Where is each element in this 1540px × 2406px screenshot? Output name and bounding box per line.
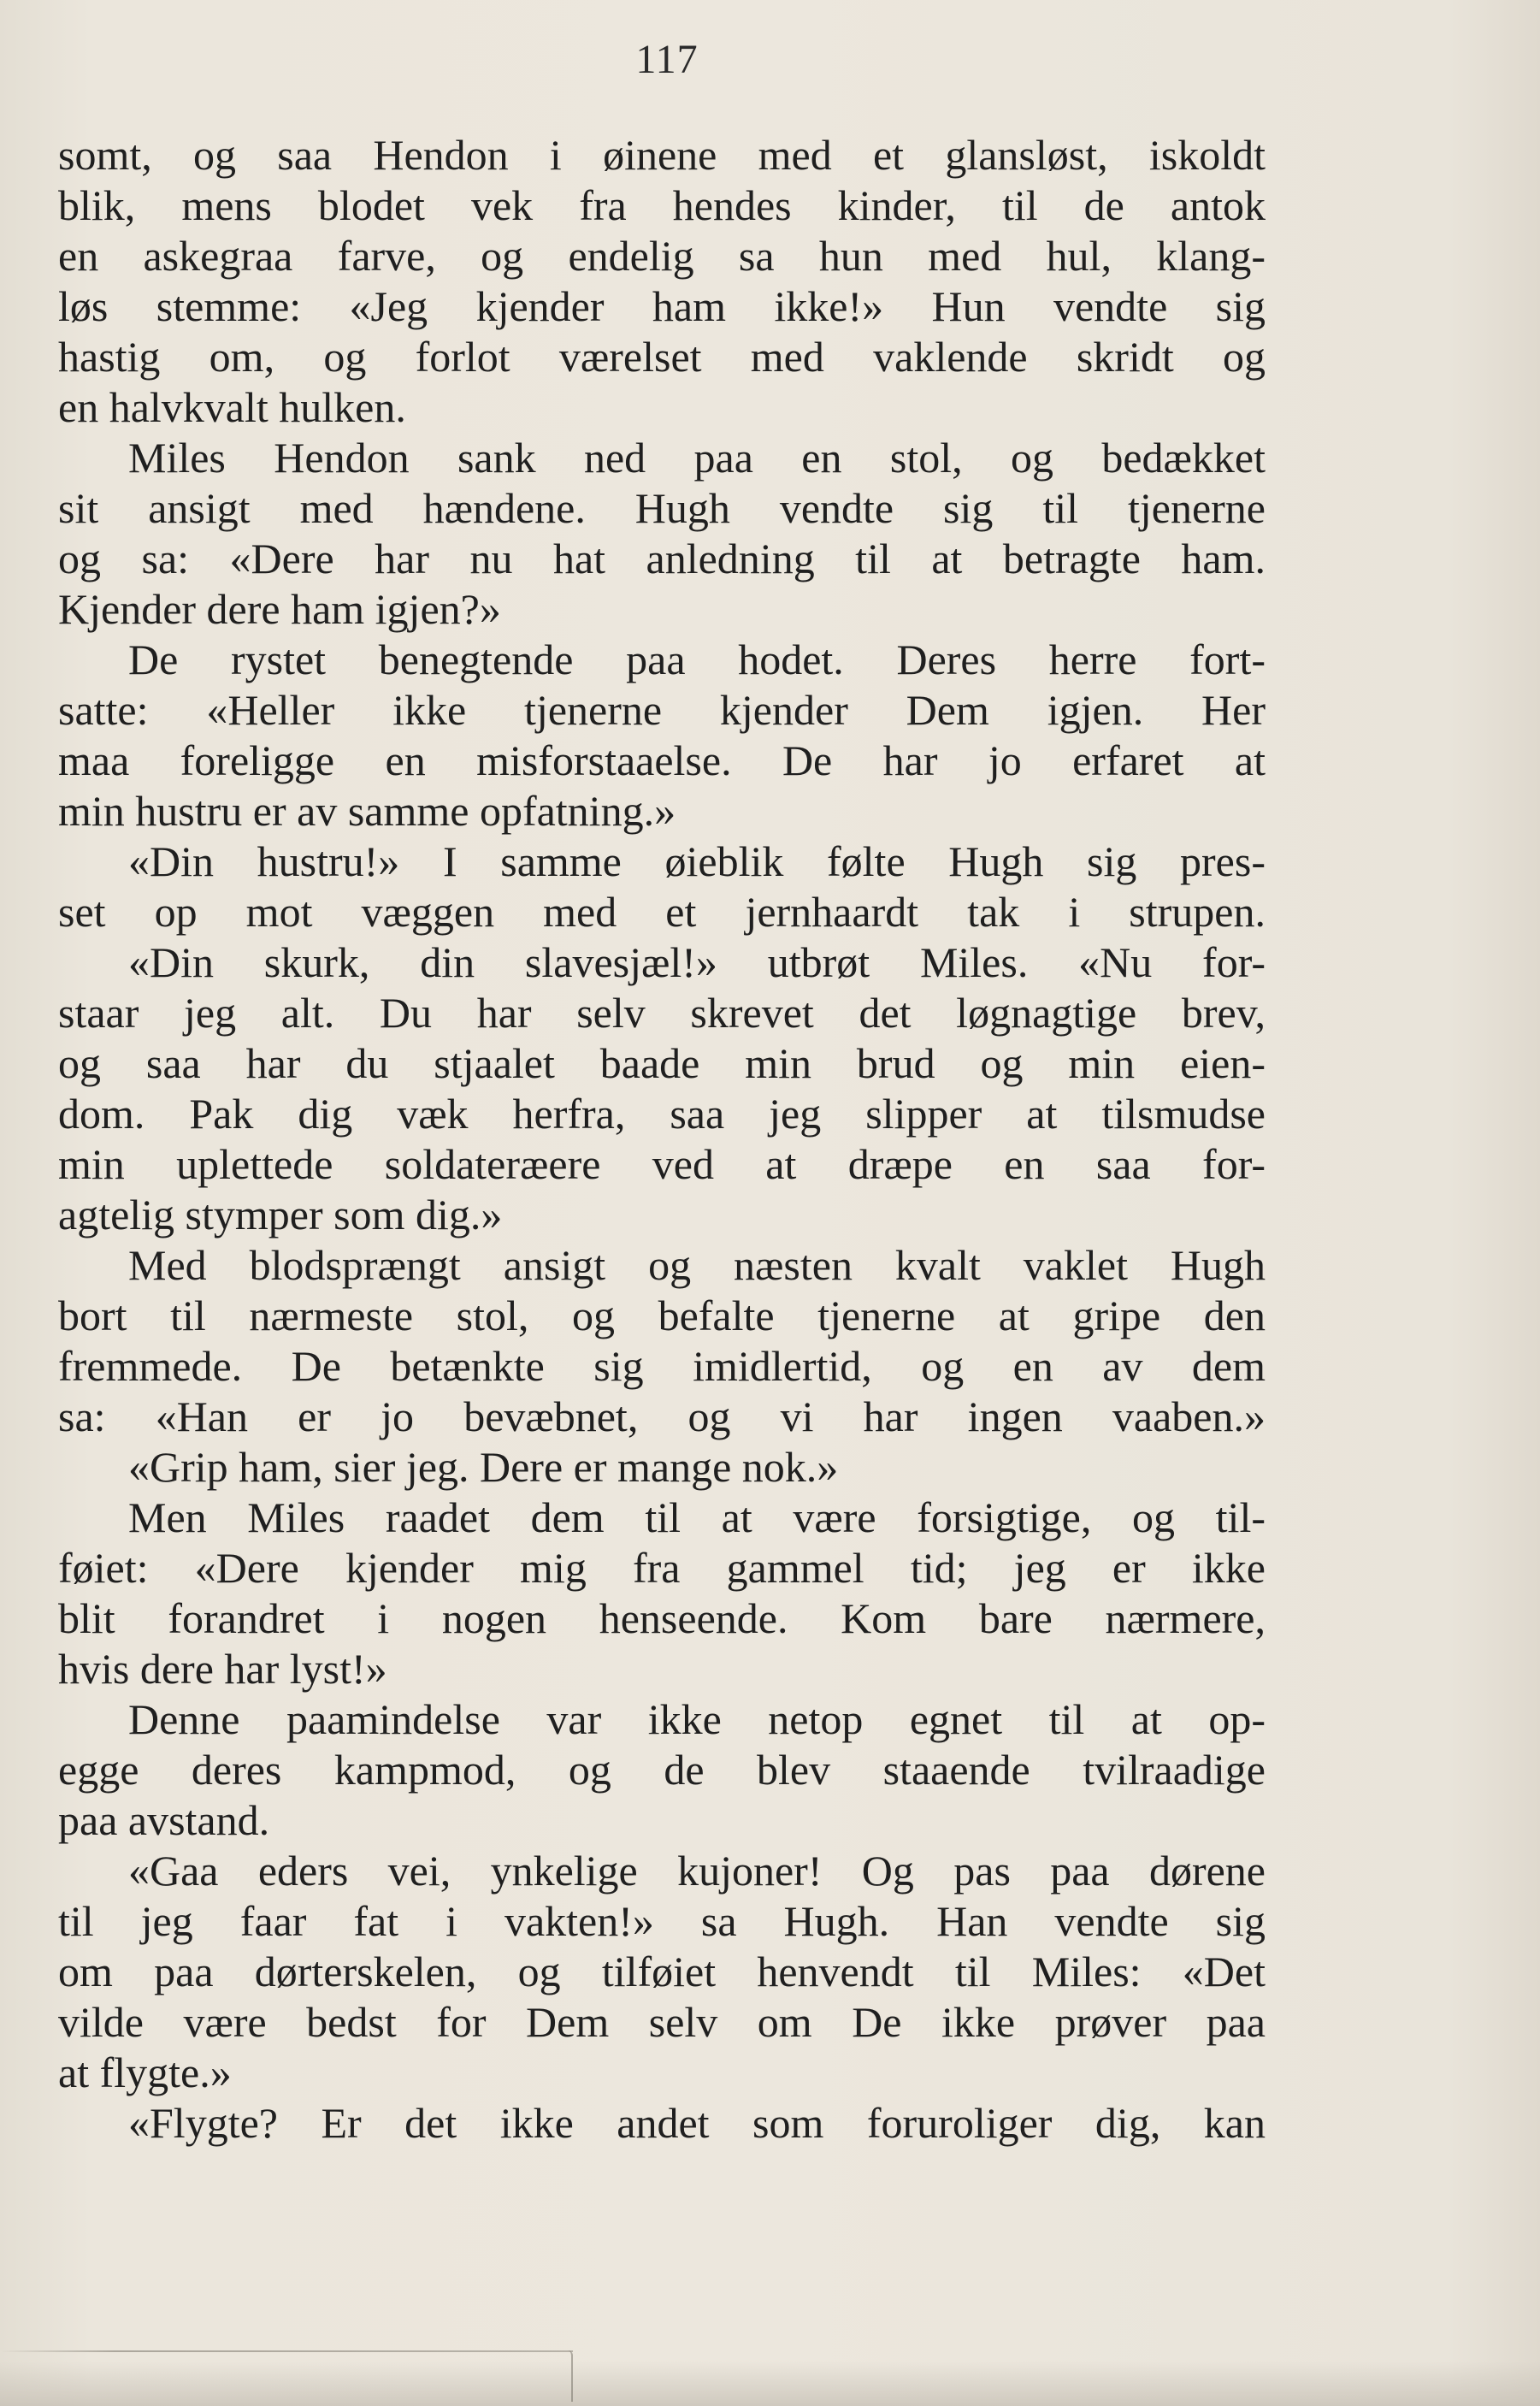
text-line: set op mot væggen med et jernhaardt tak i strupen. xyxy=(58,888,1266,936)
text-line: Kjender dere ham igjen?» xyxy=(58,585,501,633)
text-line: Miles Hendon sank ned paa en stol, og bedækket xyxy=(128,434,1266,482)
text-line: maa foreligge en misforstaaelse. De har jo erfaret at xyxy=(58,736,1266,784)
text-line: dom. Pak dig væk herfra, saa jeg slipper at tilsmudse xyxy=(58,1090,1266,1138)
page-edge-mark xyxy=(568,2350,573,2402)
text-line: Men Miles raadet dem til at være forsigtige, og til- xyxy=(128,1493,1266,1541)
text-line: løs stemme: «Jeg kjender ham ikke!» Hun vendte sig xyxy=(58,282,1266,330)
text-line: sit ansigt med hændene. Hugh vendte sig til tjenerne xyxy=(58,484,1266,532)
text-line: satte: «Heller ikke tjenerne kjender Dem igjen. Her xyxy=(58,686,1266,734)
text-line: staar jeg alt. Du har selv skrevet det løgnagtige brev, xyxy=(58,989,1266,1037)
text-line: at flygte.» xyxy=(58,2048,232,2096)
text-line: «Din skurk, din slavesjæl!» utbrøt Miles. «Nu for- xyxy=(128,938,1266,986)
text-line: blik, mens blodet vek fra hendes kinder, til de antok xyxy=(58,181,1266,229)
text-line: hvis dere har lyst!» xyxy=(58,1645,387,1693)
text-line: føiet: «Dere kjender mig fra gammel tid; jeg er ikke xyxy=(58,1544,1266,1592)
text-line: Denne paamindelse var ikke netop egnet til at op- xyxy=(128,1695,1266,1743)
text-line: og sa: «Dere har nu hat anledning til at betragte ham. xyxy=(58,535,1266,582)
text-line: bort til nærmeste stol, og befalte tjenerne at gripe den xyxy=(58,1292,1266,1339)
page-bottom-shadow xyxy=(0,2361,1540,2406)
text-line: De rystet benegtende paa hodet. Deres herre fort- xyxy=(128,635,1266,683)
text-line: og saa har du stjaalet baade min brud og min eien- xyxy=(58,1039,1266,1087)
text-line: agtelig stymper som dig.» xyxy=(58,1191,503,1238)
body-text xyxy=(58,130,1266,2149)
text-line: hastig om, og forlot værelset med vaklende skridt og xyxy=(58,333,1266,381)
text-line: «Gaa eders vei, ynkelige kujoner! Og pas paa dørene xyxy=(128,1847,1266,1895)
text-line: min hustru er av samme opfatning.» xyxy=(58,787,676,835)
text-line: egge deres kampmod, og de blev staaende tvilraadige xyxy=(58,1746,1266,1794)
page-bottom-edge-line xyxy=(0,2350,573,2352)
text-line: til jeg faar fat i vakten!» sa Hugh. Han vendte sig xyxy=(58,1897,1266,1945)
text-line: «Flygte? Er det ikke andet som foruroliger dig, kan xyxy=(128,2099,1266,2147)
text-line: «Din hustru!» I samme øieblik følte Hugh sig pres- xyxy=(128,837,1266,885)
text-line: om paa dørterskelen, og tilføiet henvendt til Miles: «Det xyxy=(58,1948,1266,1995)
text-line: paa avstand. xyxy=(58,1796,270,1844)
text-line: min uplettede soldateræere ved at dræpe en saa for- xyxy=(58,1140,1266,1188)
text-line: fremmede. De betænkte sig imidlertid, og en av dem xyxy=(58,1342,1266,1390)
text-line: Med blodsprængt ansigt og næsten kvalt vaklet Hugh xyxy=(128,1241,1266,1289)
text-line: blit forandret i nogen henseende. Kom bare nærmere, xyxy=(58,1594,1266,1642)
text-line: en askegraa farve, og endelig sa hun med hul, klang- xyxy=(58,232,1266,280)
text-line: somt, og saa Hendon i øinene med et glansløst, iskoldt xyxy=(58,131,1266,179)
page-number: 117 xyxy=(635,37,699,82)
text-line: vilde være bedst for Dem selv om De ikke prøver paa xyxy=(58,1998,1266,2046)
text-line: «Grip ham, sier jeg. Dere er mange nok.» xyxy=(128,1443,839,1491)
text-line: sa: «Han er jo bevæbnet, og vi har ingen vaaben.» xyxy=(58,1392,1266,1440)
text-line: en halvkvalt hulken. xyxy=(58,383,406,431)
